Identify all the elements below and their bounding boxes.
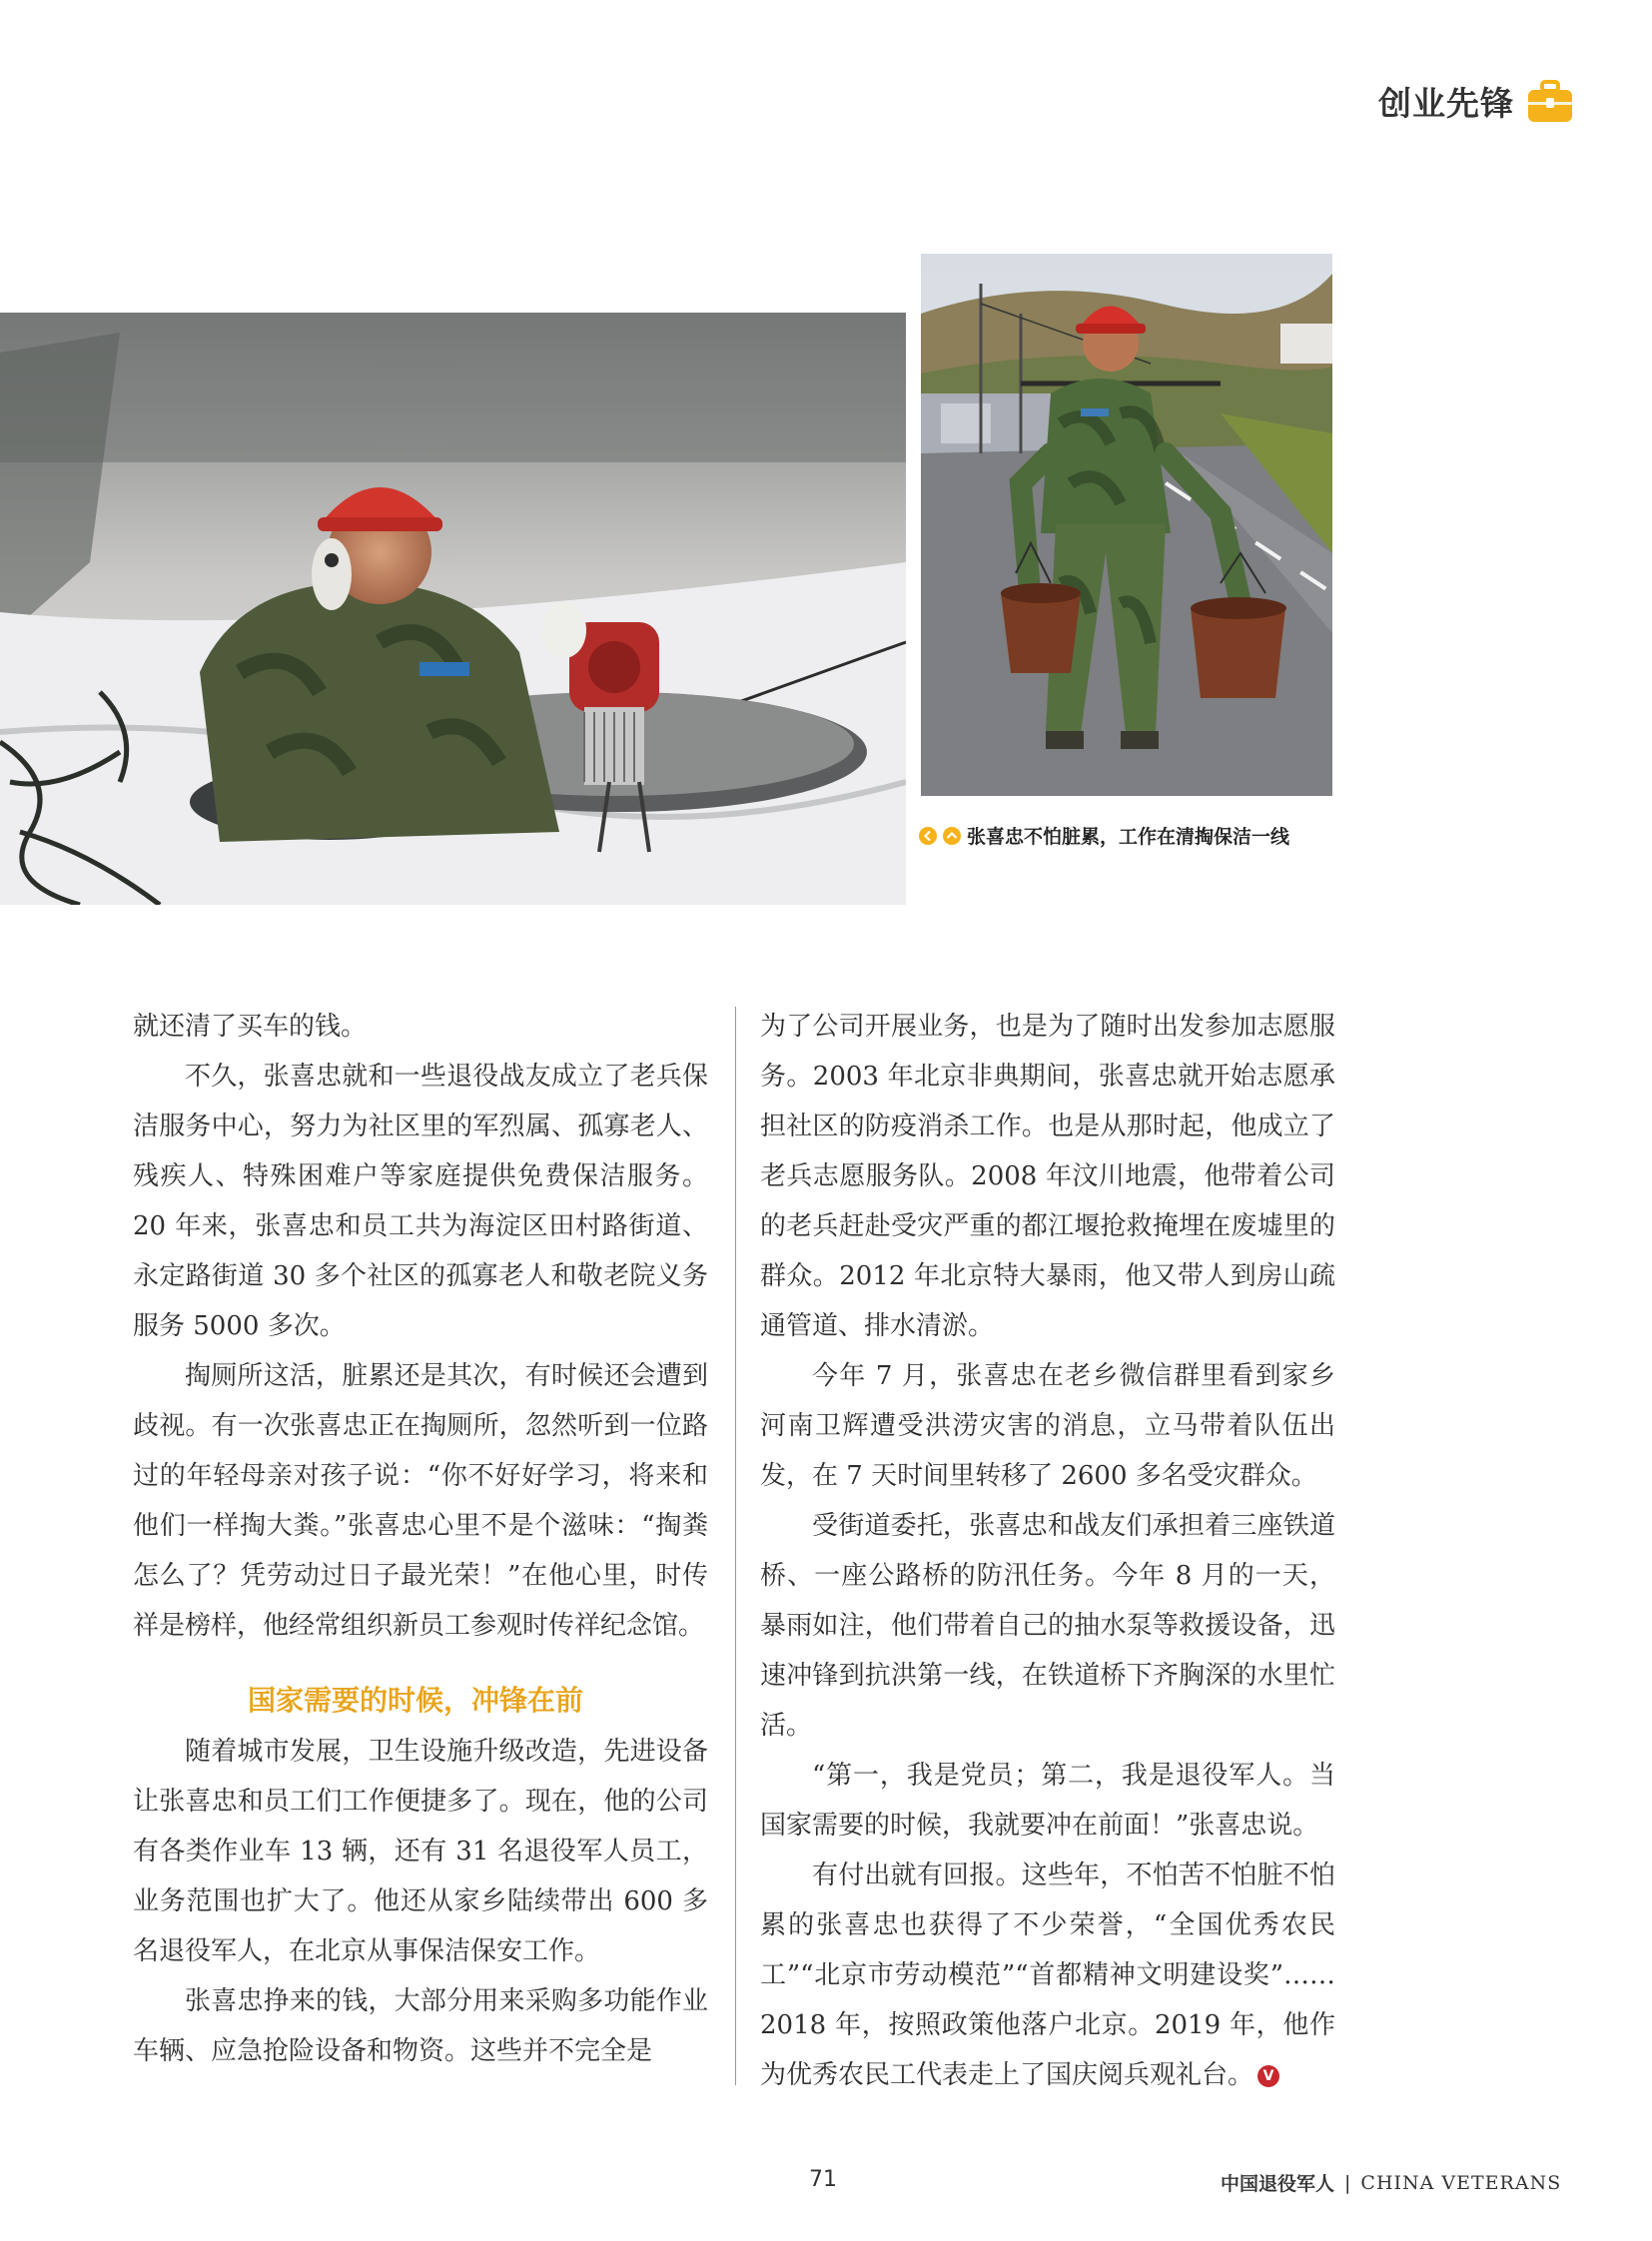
magazine-brand (1221, 2169, 1561, 2196)
section-tag (1378, 78, 1574, 125)
briefcase-icon (1526, 80, 1574, 124)
chevron-up-icon (943, 827, 961, 845)
column-divider (735, 1007, 736, 2085)
manhole-worker-photo (0, 313, 906, 905)
photo-caption (919, 822, 1289, 849)
paragraph: 今年 7 月，张喜忠在老乡微信群里看到家乡河南卫辉遭受洪涝灾害的消息，立马带着队伍出发，在 7 天时间里转移了 2600 多名受灾群众。 (760, 1361, 1335, 1491)
magazine-name-cn: 中国退役军人 (1221, 2173, 1335, 2195)
chevron-left-icon (919, 827, 937, 845)
paragraph-text: 有付出就有回报。这些年，不怕苦不怕脏不怕累的张喜忠也获得了不少荣誉，“全国优秀农民工”“北京市劳动模范”“首都精神文明建设奖”……2018 年，按照政策他落户北京。2019 年，他作为优秀农民工代表走上了国庆阅兵观礼台。 (760, 1861, 1335, 2090)
end-mark-icon: V (1257, 2065, 1279, 2087)
article-left-column (133, 1002, 708, 2076)
bucket-carrier-photo (921, 254, 1332, 796)
section-subheading: 国家需要的时候，冲锋在前 (247, 1684, 583, 1717)
paragraph: 张喜忠挣来的钱，大部分用来采购多功能作业车辆、应急抢险设备和物资。这些并不完全是 (133, 1986, 708, 2066)
brand-separator: | (1344, 2171, 1351, 2194)
paragraph: 就还清了买车的钱。 (133, 1012, 368, 1042)
paragraph: 为了公司开展业务，也是为了随时出发参加志愿服务。2003 年北京非典期间，张喜忠就开始志愿承担社区的防疫消杀工作。也是从那时起，他成立了老兵志愿服务队。2008 年汶川地震，他带着公司的老兵赶赴受灾严重的都江堰抢救掩埋在废墟里的群众。2012 年北京特大暴雨，他又带人到房山疏通管道、排水清淤。 (760, 1012, 1335, 1341)
paragraph (760, 1851, 1335, 2100)
paragraph: 不久，张喜忠就和一些退役战友成立了老兵保洁服务中心，努力为社区里的军烈属、孤寡老人、残疾人、特殊困难户等家庭提供免费保洁服务。20 年来，张喜忠和员工共为海淀区田村路街道、永定路街道 30 多个社区的孤寡老人和敬老院义务服务 5000 多次。 (133, 1062, 708, 1341)
paragraph: 掏厕所这活，脏累还是其次，有时候还会遭到歧视。有一次张喜忠正在掏厕所，忽然听到一位路过的年轻母亲对孩子说：“你不好好学习，将来和他们一样掏大粪。”张喜忠心里不是个滋味：“掏粪怎么了？凭劳动过日子最光荣！”在他心里，时传祥是榜样，他经常组织新员工参观时传祥纪念馆。 (133, 1361, 708, 1641)
page-number: 71 (809, 2167, 837, 2192)
article-right-column (760, 1002, 1335, 2100)
caption-text: 张喜忠不怕脏累，工作在清掏保洁一线 (967, 826, 1290, 848)
paragraph: 随着城市发展，卫生设施升级改造，先进设备让张喜忠和员工们工作便捷多了。现在，他的公司有各类作业车 13 辆，还有 31 名退役军人员工，业务范围也扩大了。他还从家乡陆续带出 600 多名退役军人，在北京从事保洁保安工作。 (133, 1737, 708, 1966)
magazine-name-en: CHINA VETERANS (1360, 2171, 1562, 2194)
paragraph: 受街道委托，张喜忠和战友们承担着三座铁道桥、一座公路桥的防汛任务。今年 8 月的一天，暴雨如注，他们带着自己的抽水泵等救援设备，迅速冲锋到抗洪第一线，在铁道桥下齐胸深的水里忙活。 (760, 1511, 1335, 1741)
section-label: 创业先锋 (1378, 84, 1514, 123)
paragraph: “第一，我是党员；第二，我是退役军人。当国家需要的时候，我就要冲在前面！”张喜忠说。 (760, 1761, 1335, 1841)
